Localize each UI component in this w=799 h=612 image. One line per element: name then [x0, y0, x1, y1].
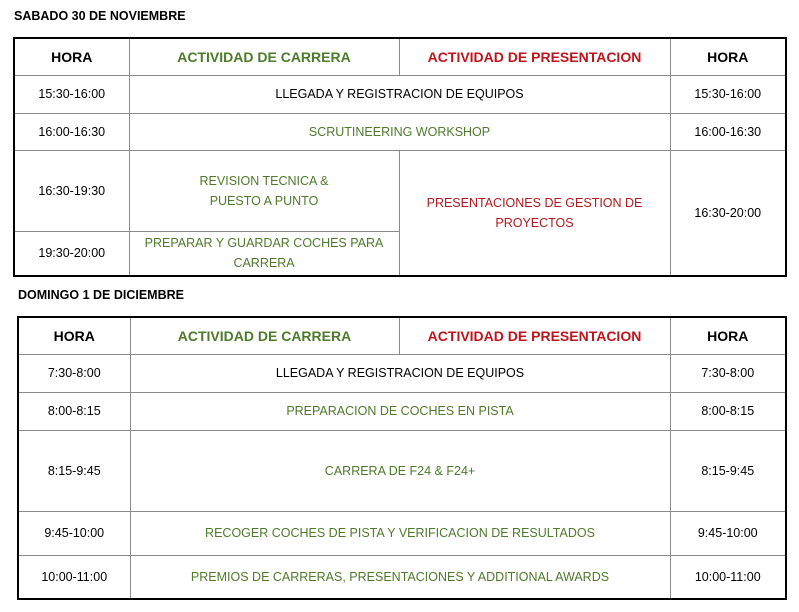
- activity-line: REVISION TECNICA &: [199, 173, 329, 188]
- table-row: [18, 555, 786, 599]
- day1-title: SABADO 30 DE NOVIEMBRE: [14, 9, 186, 23]
- table-row: [18, 511, 786, 555]
- time-start-cell: 7:30-8:00: [18, 354, 130, 392]
- presentacion-activity-cell: [399, 150, 670, 276]
- table-row: [14, 113, 786, 150]
- activity-line: PROYECTOS: [495, 215, 574, 230]
- table-header-row: [18, 317, 786, 354]
- table-header-row: [14, 38, 786, 75]
- time-start-cell: 16:30-19:30: [14, 150, 129, 231]
- time-end-cell: 15:30-16:00: [670, 75, 786, 113]
- header-hora-left: HORA: [18, 317, 130, 354]
- time-end-cell: 8:00-8:15: [670, 392, 786, 430]
- activity-line: PUESTO A PUNTO: [209, 193, 319, 208]
- time-start-cell: 9:45-10:00: [18, 511, 130, 555]
- time-end-cell: 9:45-10:00: [670, 511, 786, 555]
- time-start-cell: 8:15-9:45: [18, 430, 130, 511]
- carrera-activity-cell: [129, 231, 399, 276]
- time-end-cell: 10:00-11:00: [670, 555, 786, 599]
- time-end-cell: 16:30-20:00: [670, 150, 786, 276]
- activity-cell: LLEGADA Y REGISTRACION DE EQUIPOS: [129, 75, 670, 113]
- time-start-cell: 8:00-8:15: [18, 392, 130, 430]
- time-end-cell: 8:15-9:45: [670, 430, 786, 511]
- time-start-cell: 15:30-16:00: [14, 75, 129, 113]
- activity-line: PREPARAR Y GUARDAR COCHES PARA: [144, 236, 384, 251]
- activity-line: PRESENTACIONES DE GESTION DE: [426, 195, 643, 210]
- activity-cell: LLEGADA Y REGISTRACION DE EQUIPOS: [130, 354, 670, 392]
- table-row: [14, 75, 786, 113]
- carrera-activity-cell: [129, 150, 399, 231]
- activity-cell: RECOGER COCHES DE PISTA Y VERIFICACION DE RESULTADOS: [130, 511, 670, 555]
- header-actividad-carrera: ACTIVIDAD DE CARRERA: [129, 38, 399, 75]
- time-start-cell: 19:30-20:00: [14, 231, 129, 276]
- table-row: [14, 150, 786, 231]
- time-end-cell: 16:00-16:30: [670, 113, 786, 150]
- header-actividad-carrera: ACTIVIDAD DE CARRERA: [130, 317, 399, 354]
- header-hora-left: HORA: [14, 38, 129, 75]
- header-hora-right: HORA: [670, 317, 786, 354]
- time-start-cell: 10:00-11:00: [18, 555, 130, 599]
- header-actividad-presentacion: ACTIVIDAD DE PRESENTACION: [399, 38, 670, 75]
- activity-cell: PREPARACION DE COCHES EN PISTA: [130, 392, 670, 430]
- header-actividad-presentacion: ACTIVIDAD DE PRESENTACION: [399, 317, 670, 354]
- table-row: [18, 430, 786, 511]
- table-row: [18, 354, 786, 392]
- activity-cell: SCRUTINEERING WORKSHOP: [129, 113, 670, 150]
- table-row: [18, 392, 786, 430]
- header-hora-right: HORA: [670, 38, 786, 75]
- schedule-table-day2: [17, 316, 787, 600]
- time-end-cell: 7:30-8:00: [670, 354, 786, 392]
- schedule-table-day1: [13, 37, 787, 277]
- time-start-cell: 16:00-16:30: [14, 113, 129, 150]
- activity-line: CARRERA: [233, 256, 295, 271]
- activity-cell: PREMIOS DE CARRERAS, PRESENTACIONES Y ADDITIONAL AWARDS: [130, 555, 670, 599]
- activity-cell: CARRERA DE F24 & F24+: [130, 430, 670, 511]
- day2-title: DOMINGO 1 DE DICIEMBRE: [18, 288, 184, 302]
